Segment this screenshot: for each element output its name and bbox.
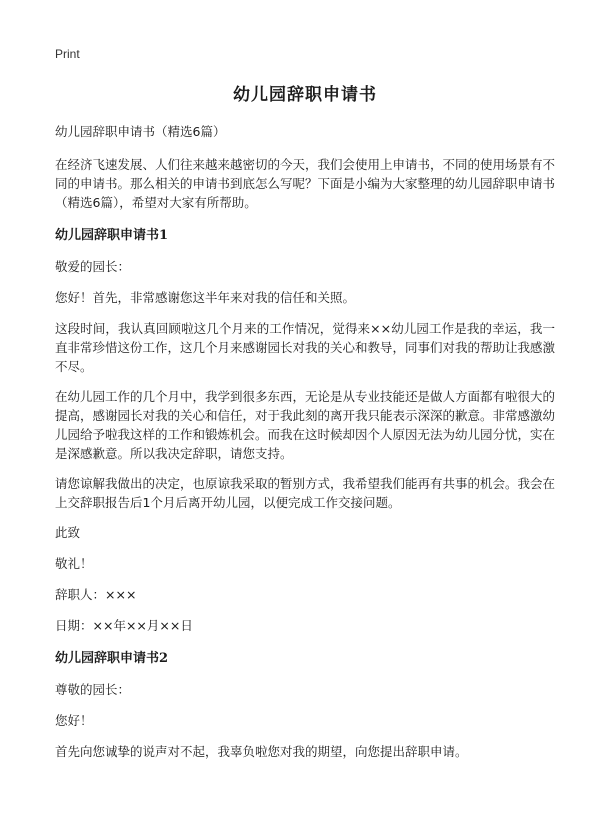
section-heading-2: 幼儿园辞职申请书2 xyxy=(55,651,169,666)
greeting-1: 敬爱的园长： xyxy=(55,259,131,274)
body-paragraph: 首先向您诚挚的说声对不起，我辜负啦您对我的期望，向您提出辞职申请。 xyxy=(55,744,468,759)
closing-salute: 敬礼！ xyxy=(55,556,93,571)
date-line: 日期：××年××月××日 xyxy=(55,618,193,633)
greeting-2: 尊敬的园长： xyxy=(55,682,131,697)
print-label: Print xyxy=(55,47,80,61)
closing-line: 此致 xyxy=(55,525,81,540)
body-paragraph: 这段时间，我认真回顾啦这几个月来的工作情况，觉得来××幼儿园工作是我的幸运，我一直非常珍惜这份工作，这几个月来感谢园长对我的关心和教导，同事们对我的帮助让我感激不尽。 xyxy=(55,321,556,374)
body-paragraph: 请您谅解我做出的决定，也原谅我采取的暂别方式，我希望我们能再有共事的机会。我会在上交辞职报告后1个月后离开幼儿园，以便完成工作交接问题。 xyxy=(55,476,556,510)
document-subtitle: 幼儿园辞职申请书（精选6篇） xyxy=(55,124,226,139)
document-title: 幼儿园辞职申请书 xyxy=(233,85,377,105)
intro-paragraph: 在经济飞速发展、人们往来越来越密切的今天，我们会使用上申请书，不同的使用场景有不同的申请书。那么相关的申请书到底怎么写呢？下面是小编为大家整理的幼儿园辞职申请书（精选6篇），希望对大家有所帮助。 xyxy=(55,157,556,210)
signer-line: 辞职人：××× xyxy=(55,587,137,602)
body-paragraph: 您好！首先，非常感谢您这半年来对我的信任和关照。 xyxy=(55,290,356,305)
body-paragraph: 您好！ xyxy=(55,713,93,728)
body-paragraph: 在幼儿园工作的几个月中，我学到很多东西，无论是从专业技能还是做人方面都有啦很大的提高，感谢园长对我的关心和信任，对于我此刻的离开我只能表示深深的歉意。非常感激幼儿园给予啦我这样的工作和锻炼机会。而我在这时候却因个人原因无法为幼儿园分忧，实在是深感歉意。所以我决定辞职，请您支持。 xyxy=(55,389,556,461)
section-heading-1: 幼儿园辞职申请书1 xyxy=(55,228,169,243)
document-page xyxy=(55,46,555,772)
